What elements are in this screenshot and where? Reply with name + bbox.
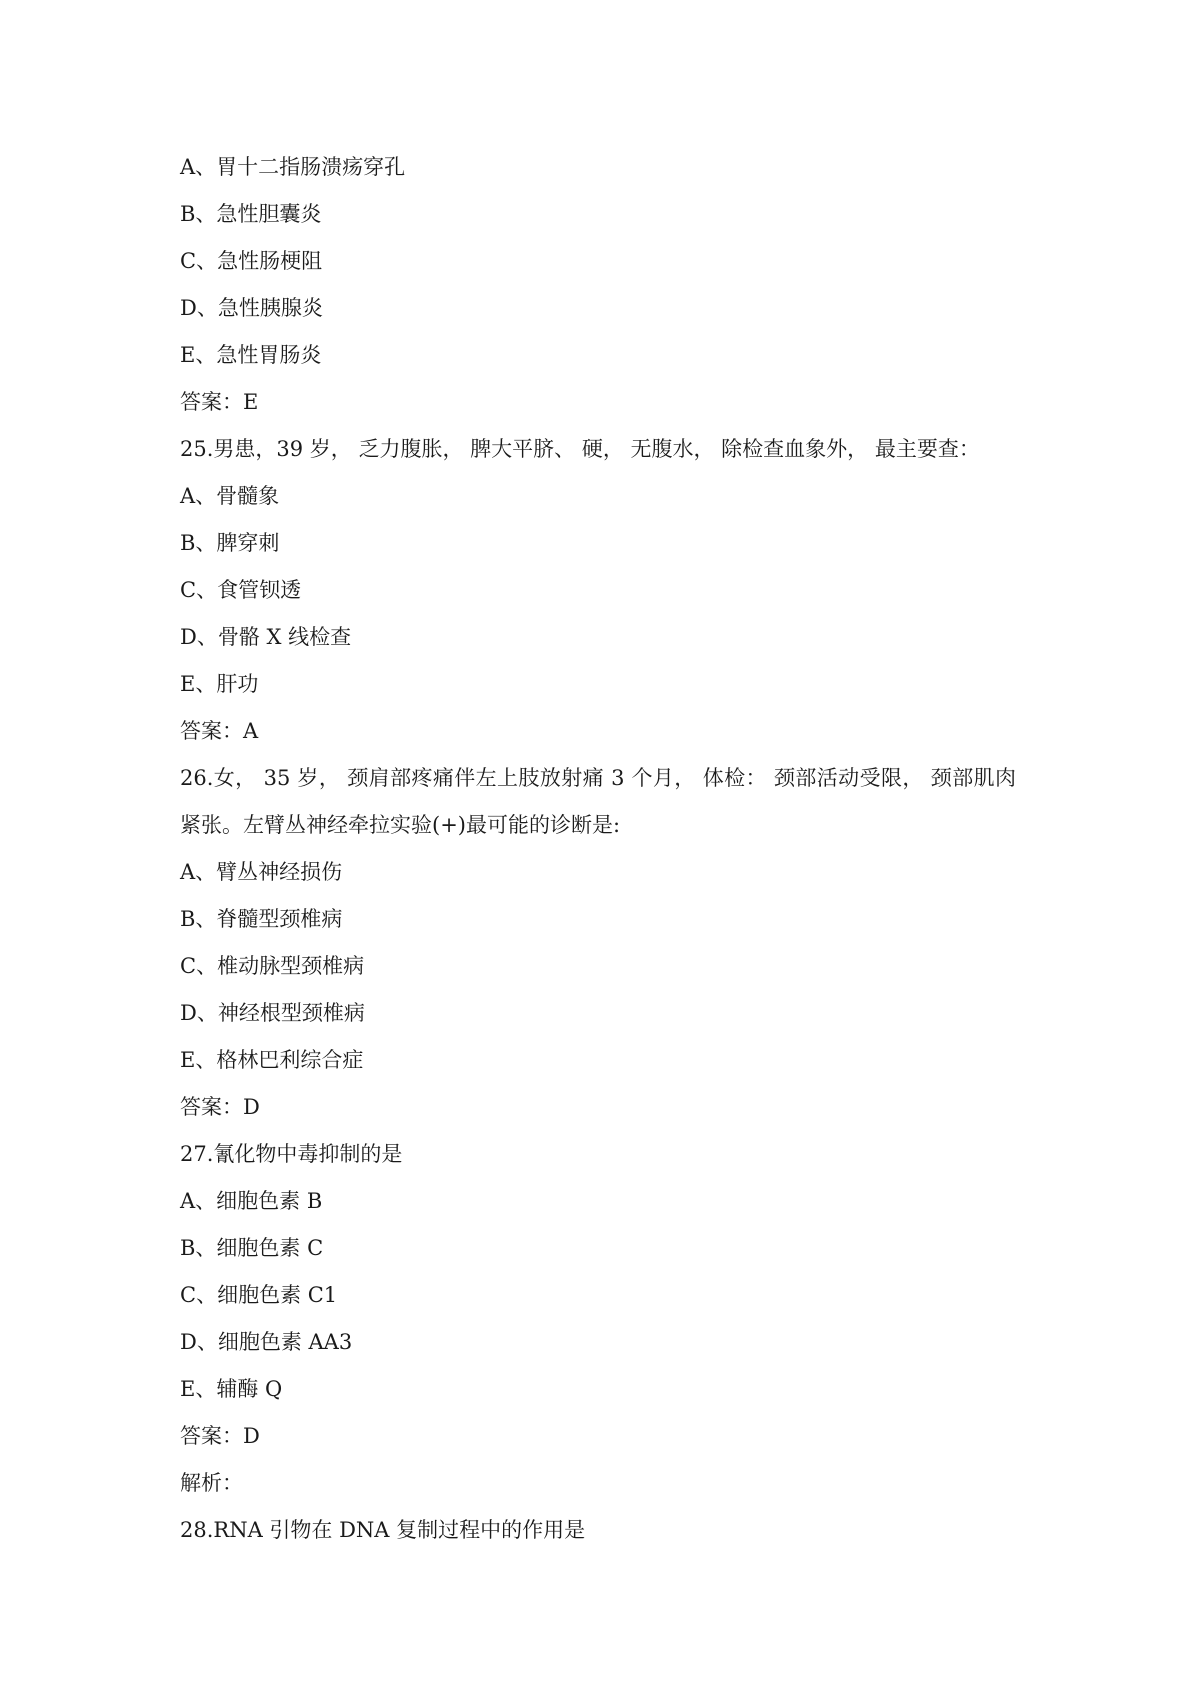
question-25: 25.男患，39 岁， 乏力腹胀， 脾大平脐、 硬， 无腹水， 除检查血象外， 最主要查： [180, 437, 980, 461]
option-b: B、脊髓型颈椎病 [180, 907, 343, 931]
answer: 答案：A [180, 719, 259, 743]
option-d: D、细胞色素 AA3 [180, 1330, 353, 1354]
option-c: C、椎动脉型颈椎病 [180, 954, 365, 978]
option-a: A、臂丛神经损伤 [180, 860, 343, 884]
option-e: E、肝功 [180, 672, 259, 696]
option-d: D、神经根型颈椎病 [180, 1001, 365, 1025]
question-28: 28.RNA 引物在 DNA 复制过程中的作用是 [180, 1518, 586, 1542]
option-d: D、骨骼 X 线检查 [180, 625, 352, 649]
explanation-label: 解析： [180, 1471, 243, 1495]
option-b: B、脾穿刺 [180, 531, 280, 555]
answer: 答案：E [180, 390, 259, 414]
option-d: D、急性胰腺炎 [180, 296, 323, 320]
option-e: E、辅酶 Q [180, 1377, 283, 1401]
question-26: 26.女， 35 岁， 颈肩部疼痛伴左上肢放射痛 3 个月， 体检： 颈部活动受限， 颈部肌肉紧张。左臂丛神经牵拉实验(+)最可能的诊断是: [180, 766, 1016, 837]
option-c: C、细胞色素 C1 [180, 1283, 338, 1307]
option-a: A、细胞色素 B [180, 1189, 323, 1213]
option-e: E、格林巴利综合症 [180, 1048, 364, 1072]
option-a: A、胃十二指肠溃疡穿孔 [180, 155, 406, 179]
option-b: B、细胞色素 C [180, 1236, 324, 1260]
question-27: 27.氰化物中毒抑制的是 [180, 1142, 403, 1166]
answer: 答案：D [180, 1095, 260, 1119]
document-body [180, 144, 1016, 1554]
option-a: A、骨髓象 [180, 484, 280, 508]
answer: 答案：D [180, 1424, 260, 1448]
option-b: B、急性胆囊炎 [180, 202, 322, 226]
option-e: E、急性胃肠炎 [180, 343, 322, 367]
option-c: C、食管钡透 [180, 578, 302, 602]
option-c: C、急性肠梗阻 [180, 249, 323, 273]
